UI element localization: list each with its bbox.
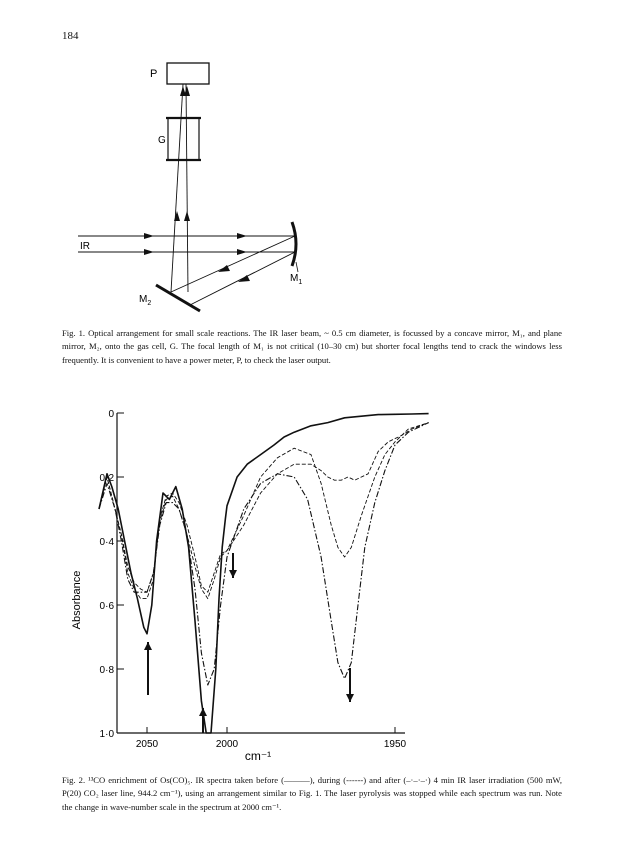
- figure1-caption-label: Fig. 1.: [62, 328, 86, 338]
- x-tick-label: 2050: [135, 739, 159, 750]
- figure1-caption-text: Optical arrangement for small scale reactions. The IR laser beam, ~ 0.5 cm diameter, is focussed by a concave mirror, M₁, and plane mirror, M₂, onto the gas cell, G. The focal length of M₁ is not critical (10–30 cm) but shorter focal lengths tend to crack the windows less frequently. It is convenient to have a power meter, P, to check the laser output.: [62, 328, 562, 365]
- y-tick-label: 0·8: [99, 665, 114, 676]
- x-tick-label: 2000: [215, 739, 239, 750]
- power-meter-label: P: [150, 68, 158, 80]
- figure2-caption-label: Fig. 2.: [62, 775, 86, 785]
- x-tick-label: 1950: [383, 739, 407, 750]
- arrow-down-2000: [229, 570, 237, 578]
- x-axis-label: cm⁻¹: [244, 749, 272, 763]
- chart-annotations: [144, 553, 354, 733]
- figure2-caption: [62, 774, 562, 814]
- y-axis-label: Absorbance: [71, 570, 83, 630]
- y-tick-label: 0·6: [99, 601, 114, 612]
- page-number: 184: [62, 30, 79, 42]
- y-tick-label: 0: [108, 409, 114, 420]
- gas-cell-label: G: [158, 135, 166, 146]
- y-tick-label: 0·2: [99, 473, 114, 484]
- arrow-down-1965: [346, 694, 354, 702]
- arrow-up-2050: [144, 642, 152, 650]
- spectrum-line-dashed-2: [99, 423, 429, 599]
- arrow-up-2010: [199, 708, 207, 716]
- m1-label: $M_1$: [290, 273, 303, 286]
- m2-label: $M_2$: [139, 294, 152, 307]
- figure2-caption-text: ¹³CO enrichment of Os(CO)₅. IR spectra taken before (———), during (------) and after (–·–·–·) 4 min IR laser irradiation (500 mW, P(20) CO₂ laser line, 944.2 cm⁻¹), using an arrangement similar to Fig. 1. The laser pyrolysis was stopped while each spectrum was run. Note the change in wave-number scale in the spectrum at 2000 cm⁻¹.: [62, 775, 562, 812]
- ir-label: IR: [80, 241, 90, 252]
- y-tick-label: 1·0: [99, 729, 114, 740]
- spectrum-line-dashed-1: [99, 423, 429, 599]
- y-tick-label: 0·4: [99, 537, 114, 548]
